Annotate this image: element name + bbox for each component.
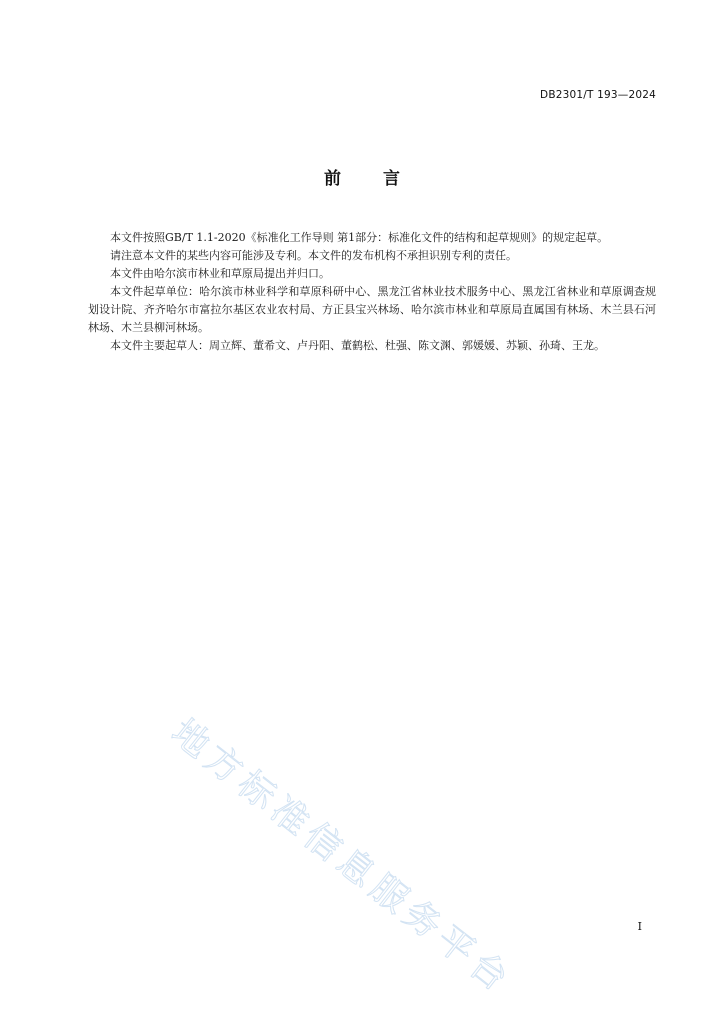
paragraph-proposer: 本文件由哈尔滨市林业和草原局提出并归口。: [110, 267, 330, 280]
paragraph-drafters: 本文件主要起草人：周立辉、董希文、卢丹阳、董鹤松、杜强、陈文渊、郭媛媛、苏颖、孙琦、王龙。: [110, 339, 605, 352]
paragraph-patent-notice: 请注意本文件的某些内容可能涉及专利。本文件的发布机构不承担识别专利的责任。: [110, 249, 517, 262]
page-number: I: [637, 920, 642, 933]
title-char-1: 前: [324, 169, 341, 189]
preface-body: [88, 229, 656, 355]
paragraph-drafting-units: 本文件起草单位：哈尔滨市林业科学和草原科研中心、黑龙江省林业技术服务中心、黑龙江省林业和草原调查规划设计院、齐齐哈尔市富拉尔基区农业农村局、方正县宝兴林场、哈尔滨市林业和草原局直属国有林场、木兰县石河林场、木兰县柳河林场。: [88, 285, 656, 334]
watermark-text: 地方标准信息服务平台: [163, 711, 520, 1003]
page-title: [0, 164, 724, 189]
document-code: DB2301/T 193—2024: [540, 89, 656, 101]
title-char-2: 言: [383, 169, 400, 189]
paragraph-drafting-rules: 本文件按照GB/T 1.1-2020《标准化工作导则 第1部分：标准化文件的结构和起草规则》的规定起草。: [110, 231, 609, 244]
